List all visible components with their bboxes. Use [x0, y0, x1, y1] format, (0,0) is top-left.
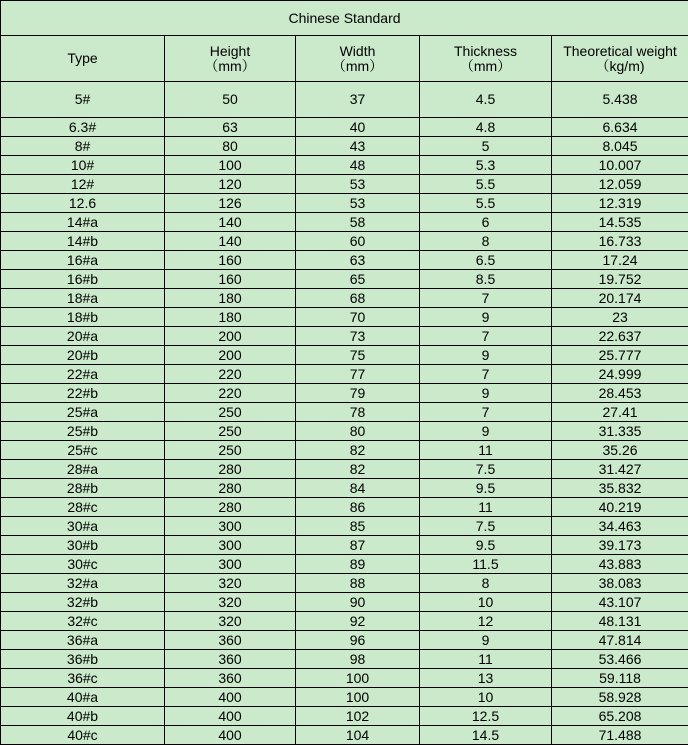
- cell-width: 70: [296, 308, 420, 327]
- table-header-row: [1, 36, 688, 82]
- cell-weight: 19.752: [552, 270, 688, 289]
- cell-type: 14#a: [1, 213, 165, 232]
- header-theoretical-weight: [552, 36, 688, 82]
- cell-height: 160: [165, 251, 296, 270]
- cell-thickness: 5.5: [420, 175, 552, 194]
- cell-width: 84: [296, 479, 420, 498]
- cell-type: 40#c: [1, 726, 165, 745]
- cell-thickness: 5.3: [420, 156, 552, 175]
- cell-width: 87: [296, 536, 420, 555]
- table-row: [1, 232, 688, 251]
- table-row: [1, 289, 688, 308]
- cell-weight: 39.173: [552, 536, 688, 555]
- cell-height: 250: [165, 422, 296, 441]
- cell-type: 5#: [1, 82, 165, 118]
- cell-width: 68: [296, 289, 420, 308]
- cell-weight: 22.637: [552, 327, 688, 346]
- cell-weight: 59.118: [552, 669, 688, 688]
- cell-type: 30#b: [1, 536, 165, 555]
- cell-thickness: 8: [420, 232, 552, 251]
- cell-thickness: 9: [420, 422, 552, 441]
- cell-thickness: 11: [420, 650, 552, 669]
- table-row: [1, 555, 688, 574]
- table-row: [1, 346, 688, 365]
- table-row: [1, 612, 688, 631]
- table-row: [1, 650, 688, 669]
- cell-thickness: 4.8: [420, 118, 552, 137]
- table-row: [1, 688, 688, 707]
- cell-weight: 12.059: [552, 175, 688, 194]
- cell-type: 30#c: [1, 555, 165, 574]
- cell-thickness: 9.5: [420, 479, 552, 498]
- cell-weight: 38.083: [552, 574, 688, 593]
- cell-height: 250: [165, 403, 296, 422]
- cell-type: 32#c: [1, 612, 165, 631]
- cell-thickness: 7.5: [420, 517, 552, 536]
- table-row: [1, 308, 688, 327]
- cell-width: 90: [296, 593, 420, 612]
- cell-height: 320: [165, 612, 296, 631]
- table-row: [1, 365, 688, 384]
- cell-weight: 24.999: [552, 365, 688, 384]
- cell-width: 88: [296, 574, 420, 593]
- cell-weight: 23: [552, 308, 688, 327]
- cell-height: 400: [165, 707, 296, 726]
- cell-height: 100: [165, 156, 296, 175]
- cell-type: 10#: [1, 156, 165, 175]
- table-row: [1, 422, 688, 441]
- cell-height: 180: [165, 308, 296, 327]
- cell-type: 36#b: [1, 650, 165, 669]
- cell-width: 37: [296, 82, 420, 118]
- cell-weight: 58.928: [552, 688, 688, 707]
- cell-type: 40#b: [1, 707, 165, 726]
- cell-thickness: 11: [420, 441, 552, 460]
- cell-thickness: 8.5: [420, 270, 552, 289]
- cell-thickness: 10: [420, 688, 552, 707]
- cell-weight: 35.26: [552, 441, 688, 460]
- table-row: [1, 669, 688, 688]
- cell-height: 400: [165, 726, 296, 745]
- cell-thickness: 9: [420, 631, 552, 650]
- cell-thickness: 7: [420, 403, 552, 422]
- cell-weight: 47.814: [552, 631, 688, 650]
- cell-height: 220: [165, 384, 296, 403]
- header-width-unit: （mm）: [332, 58, 383, 74]
- cell-width: 104: [296, 726, 420, 745]
- table-row: [1, 517, 688, 536]
- cell-thickness: 11: [420, 498, 552, 517]
- cell-type: 12#: [1, 175, 165, 194]
- cell-weight: 43.883: [552, 555, 688, 574]
- table-row: [1, 194, 688, 213]
- cell-width: 40: [296, 118, 420, 137]
- cell-width: 65: [296, 270, 420, 289]
- cell-height: 120: [165, 175, 296, 194]
- cell-weight: 14.535: [552, 213, 688, 232]
- cell-type: 18#b: [1, 308, 165, 327]
- table-row: [1, 403, 688, 422]
- cell-thickness: 7.5: [420, 460, 552, 479]
- cell-width: 100: [296, 688, 420, 707]
- cell-height: 250: [165, 441, 296, 460]
- cell-height: 280: [165, 479, 296, 498]
- header-height: [165, 36, 296, 82]
- cell-type: 22#a: [1, 365, 165, 384]
- table-row: [1, 175, 688, 194]
- cell-weight: 10.007: [552, 156, 688, 175]
- cell-type: 20#b: [1, 346, 165, 365]
- cell-width: 86: [296, 498, 420, 517]
- cell-thickness: 5.5: [420, 194, 552, 213]
- cell-width: 85: [296, 517, 420, 536]
- cell-thickness: 5: [420, 137, 552, 156]
- table-row: [1, 460, 688, 479]
- header-thickness: [420, 36, 552, 82]
- cell-height: 280: [165, 460, 296, 479]
- cell-weight: 12.319: [552, 194, 688, 213]
- cell-height: 63: [165, 118, 296, 137]
- cell-thickness: 9: [420, 346, 552, 365]
- cell-width: 100: [296, 669, 420, 688]
- cell-type: 25#c: [1, 441, 165, 460]
- cell-width: 48: [296, 156, 420, 175]
- cell-weight: 34.463: [552, 517, 688, 536]
- cell-weight: 16.733: [552, 232, 688, 251]
- cell-thickness: 14.5: [420, 726, 552, 745]
- cell-type: 28#a: [1, 460, 165, 479]
- header-height-label: Height: [210, 43, 250, 59]
- table-row: [1, 498, 688, 517]
- cell-width: 80: [296, 422, 420, 441]
- header-thickness-label: Thickness: [454, 43, 517, 59]
- table-row: [1, 270, 688, 289]
- cell-type: 16#a: [1, 251, 165, 270]
- cell-weight: 27.41: [552, 403, 688, 422]
- table-title-row: [1, 1, 688, 36]
- cell-height: 360: [165, 650, 296, 669]
- cell-thickness: 7: [420, 289, 552, 308]
- table-row: [1, 384, 688, 403]
- cell-weight: 48.131: [552, 612, 688, 631]
- cell-width: 92: [296, 612, 420, 631]
- cell-type: 16#b: [1, 270, 165, 289]
- cell-height: 400: [165, 688, 296, 707]
- cell-width: 75: [296, 346, 420, 365]
- cell-height: 160: [165, 270, 296, 289]
- cell-type: 22#b: [1, 384, 165, 403]
- cell-height: 220: [165, 365, 296, 384]
- cell-type: 25#a: [1, 403, 165, 422]
- cell-width: 82: [296, 441, 420, 460]
- cell-thickness: 12.5: [420, 707, 552, 726]
- table-row: [1, 593, 688, 612]
- cell-weight: 31.427: [552, 460, 688, 479]
- cell-width: 78: [296, 403, 420, 422]
- cell-type: 12.6: [1, 194, 165, 213]
- table-row: [1, 213, 688, 232]
- cell-height: 200: [165, 327, 296, 346]
- cell-width: 82: [296, 460, 420, 479]
- header-thickness-unit: （mm）: [460, 58, 511, 74]
- cell-height: 320: [165, 574, 296, 593]
- cell-weight: 17.24: [552, 251, 688, 270]
- cell-thickness: 6: [420, 213, 552, 232]
- cell-thickness: 4.5: [420, 82, 552, 118]
- cell-thickness: 8: [420, 574, 552, 593]
- cell-weight: 43.107: [552, 593, 688, 612]
- cell-thickness: 10: [420, 593, 552, 612]
- cell-thickness: 7: [420, 365, 552, 384]
- cell-type: 25#b: [1, 422, 165, 441]
- cell-width: 63: [296, 251, 420, 270]
- table-row: [1, 251, 688, 270]
- cell-weight: 65.208: [552, 707, 688, 726]
- header-height-unit: （mm）: [204, 58, 255, 74]
- table-row: [1, 726, 688, 745]
- table-row: [1, 479, 688, 498]
- cell-width: 73: [296, 327, 420, 346]
- cell-height: 140: [165, 213, 296, 232]
- cell-weight: 8.045: [552, 137, 688, 156]
- cell-weight: 25.777: [552, 346, 688, 365]
- table-body: [1, 1, 688, 745]
- table-row: [1, 156, 688, 175]
- cell-weight: 35.832: [552, 479, 688, 498]
- cell-height: 126: [165, 194, 296, 213]
- cell-width: 102: [296, 707, 420, 726]
- cell-thickness: 13: [420, 669, 552, 688]
- cell-width: 53: [296, 175, 420, 194]
- table-row: [1, 536, 688, 555]
- cell-height: 300: [165, 536, 296, 555]
- cell-height: 300: [165, 555, 296, 574]
- cell-width: 79: [296, 384, 420, 403]
- cell-width: 98: [296, 650, 420, 669]
- table-row: [1, 707, 688, 726]
- cell-thickness: 9: [420, 384, 552, 403]
- cell-type: 6.3#: [1, 118, 165, 137]
- table-row: [1, 82, 688, 118]
- cell-thickness: 11.5: [420, 555, 552, 574]
- cell-height: 320: [165, 593, 296, 612]
- cell-thickness: 7: [420, 327, 552, 346]
- cell-weight: 6.634: [552, 118, 688, 137]
- cell-type: 36#c: [1, 669, 165, 688]
- table-row: [1, 574, 688, 593]
- table-row: [1, 118, 688, 137]
- cell-type: 28#b: [1, 479, 165, 498]
- cell-type: 18#a: [1, 289, 165, 308]
- cell-weight: 31.335: [552, 422, 688, 441]
- cell-type: 32#a: [1, 574, 165, 593]
- cell-type: 40#a: [1, 688, 165, 707]
- cell-type: 32#b: [1, 593, 165, 612]
- cell-width: 77: [296, 365, 420, 384]
- cell-height: 50: [165, 82, 296, 118]
- header-width: [296, 36, 420, 82]
- header-weight-label: Theoretical weight: [563, 43, 677, 59]
- header-type-label: Type: [67, 50, 97, 66]
- table-row: [1, 631, 688, 650]
- table-row: [1, 327, 688, 346]
- table-row: [1, 441, 688, 460]
- cell-width: 43: [296, 137, 420, 156]
- cell-width: 60: [296, 232, 420, 251]
- cell-type: 28#c: [1, 498, 165, 517]
- cell-thickness: 9: [420, 308, 552, 327]
- cell-type: 14#b: [1, 232, 165, 251]
- cell-type: 8#: [1, 137, 165, 156]
- cell-height: 180: [165, 289, 296, 308]
- cell-height: 280: [165, 498, 296, 517]
- cell-weight: 5.438: [552, 82, 688, 118]
- cell-height: 200: [165, 346, 296, 365]
- cell-thickness: 12: [420, 612, 552, 631]
- cell-thickness: 9.5: [420, 536, 552, 555]
- cell-weight: 20.174: [552, 289, 688, 308]
- cell-height: 80: [165, 137, 296, 156]
- table-title: Chinese Standard: [1, 1, 688, 36]
- cell-width: 89: [296, 555, 420, 574]
- cell-height: 300: [165, 517, 296, 536]
- cell-weight: 71.488: [552, 726, 688, 745]
- cell-type: 36#a: [1, 631, 165, 650]
- cell-height: 360: [165, 631, 296, 650]
- cell-width: 53: [296, 194, 420, 213]
- cell-width: 58: [296, 213, 420, 232]
- header-type: [1, 36, 165, 82]
- cell-type: 20#a: [1, 327, 165, 346]
- cell-type: 30#a: [1, 517, 165, 536]
- cell-height: 140: [165, 232, 296, 251]
- header-weight-unit: （kg/m): [596, 58, 645, 74]
- header-width-label: Width: [340, 43, 376, 59]
- cell-weight: 53.466: [552, 650, 688, 669]
- cell-weight: 28.453: [552, 384, 688, 403]
- cell-thickness: 6.5: [420, 251, 552, 270]
- cell-weight: 40.219: [552, 498, 688, 517]
- cell-height: 360: [165, 669, 296, 688]
- table-row: [1, 137, 688, 156]
- cell-width: 96: [296, 631, 420, 650]
